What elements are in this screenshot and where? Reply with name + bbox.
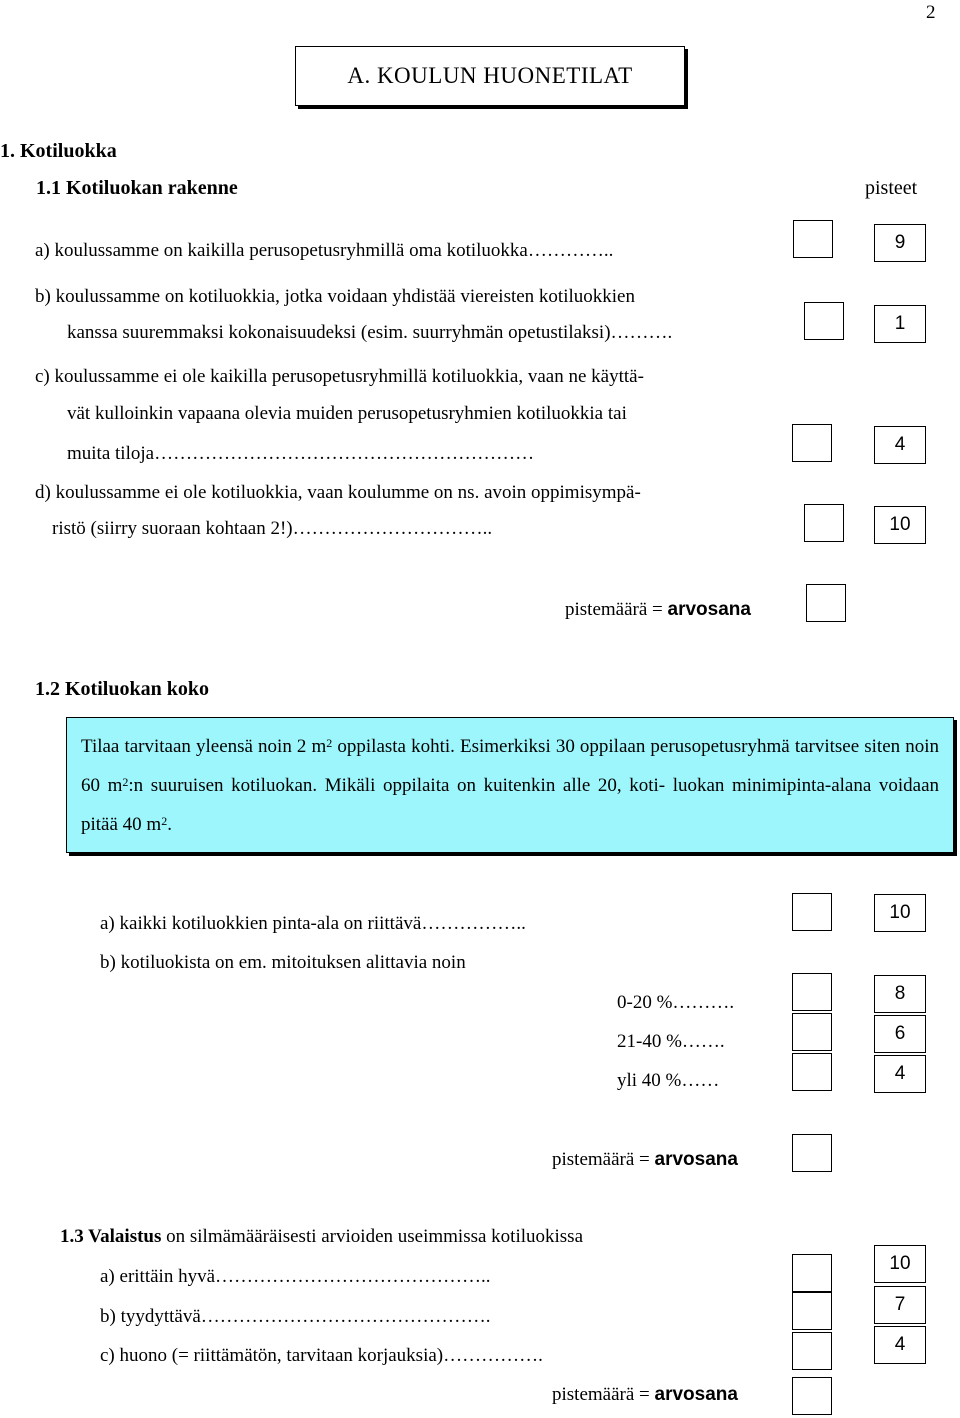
option-1-2-b-range-1: 0-20 %………. — [617, 992, 735, 1013]
total-label: pistemäärä = — [552, 1149, 655, 1170]
option-1-1-c-line1: c) koulussamme ei ole kaikilla perusopetusryhmillä kotiluokkia, vaan ne käyttä- — [35, 366, 644, 387]
option-1-2-a: a) kaikki kotiluokkien pinta-ala on riittävä…………….. — [100, 913, 526, 934]
option-1-2-b-range-2: 21-40 %……. — [617, 1031, 725, 1052]
grade-label: arvosana — [654, 1384, 738, 1405]
option-1-1-d-line2: ristö (siirry suoraan kohtaan 2!)………………………….. — [52, 518, 493, 539]
total-label: pistemäärä = — [552, 1384, 655, 1405]
score-1-2-b-3: 4 — [874, 1055, 926, 1093]
option-1-3-c: c) huono (= riittämätön, tarvitaan korjauksia)……………. — [100, 1345, 543, 1366]
total-box-1-2[interactable] — [792, 1134, 832, 1172]
score-1-1-b: 1 — [874, 305, 926, 343]
info-box: Tilaa tarvitaan yleensä noin 2 $m^2$ oppilasta kohti. Esimerkiksi 30 oppilaan perusopetusryhmä tarvitsee siten noin 60 $m^2:n$ suuruisen kotiluokan. Mikäli oppilaita on kuitenkin alle 20, koti- luokan minimipinta-alana voidaan pitää 40 $m^2$. — [66, 717, 954, 853]
title-box — [295, 46, 685, 106]
total-box-1-1[interactable] — [806, 584, 846, 622]
page-title: A. KOULUN HUONETILAT — [347, 63, 633, 88]
score-1-2-b-2: 6 — [874, 1015, 926, 1053]
score-1-1-d: 10 — [874, 506, 926, 544]
checkbox-1-1-a[interactable] — [793, 220, 833, 258]
section-heading: 1. Kotiluokka — [0, 140, 117, 162]
checkbox-1-1-b[interactable] — [804, 302, 844, 340]
option-1-1-b-line1: b) koulussamme on kotiluokkia, jotka voidaan yhdistää viereisten kotiluokkien — [35, 286, 635, 307]
subsection-heading-1-1: 1.1 Kotiluokan rakenne — [36, 177, 238, 199]
score-1-1-c: 4 — [874, 426, 926, 464]
total-1-2 — [552, 1149, 738, 1171]
option-1-1-c-line3: muita tiloja…………………………………………………… — [67, 443, 535, 464]
score-1-1-a: 9 — [874, 224, 926, 262]
page-number: 2 — [926, 2, 936, 23]
points-header: pisteet — [865, 177, 918, 199]
checkbox-1-2-b-1[interactable] — [792, 973, 832, 1011]
option-1-2-b: b) kotiluokista on em. mitoituksen alittavia noin — [100, 952, 466, 973]
total-label: pistemäärä = — [565, 599, 668, 620]
option-1-3-a: a) erittäin hyvä…………………………………….. — [100, 1266, 491, 1287]
option-1-1-c-line2: vät kulloinkin vapaana olevia muiden perusopetusryhmien kotiluokkia tai — [67, 403, 627, 424]
score-1-2-a: 10 — [874, 894, 926, 932]
subsection-heading-1-2: 1.2 Kotiluokan koko — [35, 678, 209, 700]
total-1-3 — [552, 1384, 738, 1406]
option-1-1-d-line1: d) koulussamme ei ole kotiluokkia, vaan koulumme on ns. avoin oppimisympä- — [35, 482, 641, 503]
score-1-3-b: 7 — [874, 1286, 926, 1324]
checkbox-1-2-a[interactable] — [792, 893, 832, 931]
grade-label: arvosana — [654, 1149, 738, 1170]
checkbox-1-1-c[interactable] — [792, 424, 832, 462]
option-1-3-b: b) tyydyttävä………………………………………. — [100, 1306, 491, 1327]
option-1-2-b-range-3: yli 40 %…… — [617, 1070, 720, 1091]
checkbox-1-3-a[interactable] — [792, 1254, 832, 1292]
checkbox-1-3-c[interactable] — [792, 1332, 832, 1370]
option-1-1-a: a) koulussamme on kaikilla perusopetusryhmillä oma kotiluokka………….. — [35, 240, 614, 261]
option-1-1-b-line2: kanssa suuremmaksi kokonaisuudeksi (esim. suurryhmän opetustilaksi)………. — [67, 322, 673, 343]
subsection-heading-1-3: 1.3 Valaistus on silmämääräisesti arvioiden useimmissa kotiluokissa — [60, 1226, 584, 1247]
checkbox-1-2-b-3[interactable] — [792, 1053, 832, 1091]
total-box-1-3[interactable] — [792, 1377, 832, 1415]
checkbox-1-3-b[interactable] — [792, 1292, 832, 1330]
total-1-1 — [565, 599, 751, 621]
checkbox-1-2-b-2[interactable] — [792, 1013, 832, 1051]
grade-label: arvosana — [667, 599, 751, 620]
score-1-2-b-1: 8 — [874, 975, 926, 1013]
score-1-3-c: 4 — [874, 1326, 926, 1364]
score-1-3-a: 10 — [874, 1245, 926, 1283]
checkbox-1-1-d[interactable] — [804, 504, 844, 542]
